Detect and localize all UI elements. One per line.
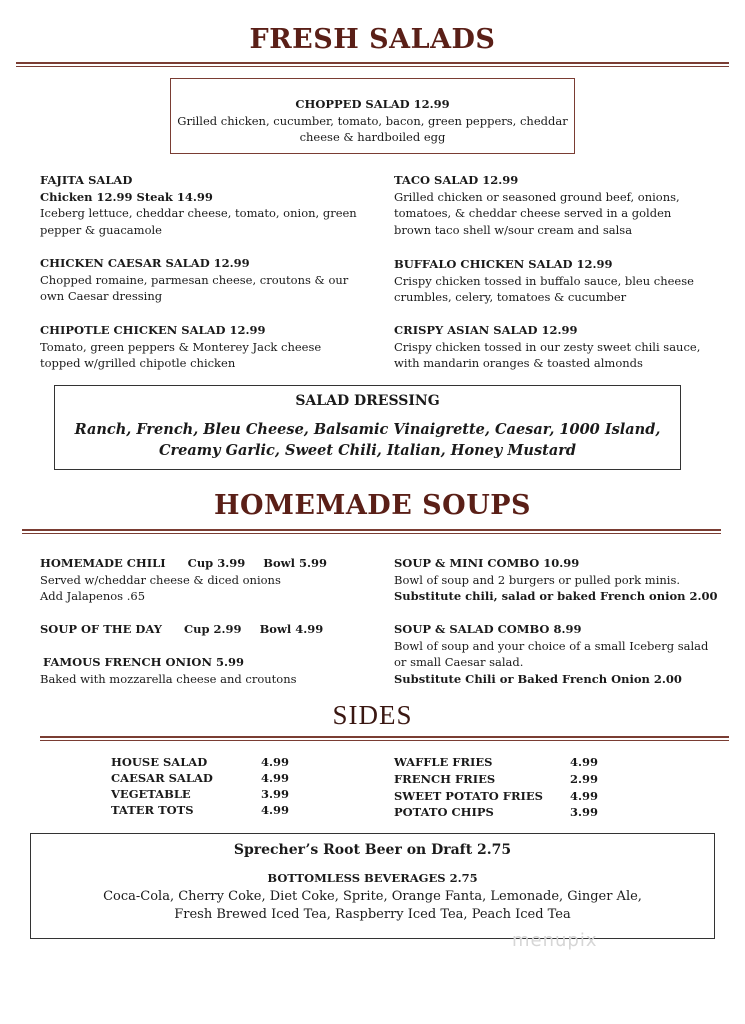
salad-dressing-line2: Creamy Garlic, Sweet Chili, Italian, Honey Mustard <box>159 442 576 459</box>
salads-rule-thin <box>16 66 729 67</box>
fajita-salad-desc1: Iceberg lettuce, cheddar cheese, tomato, onion, green <box>40 206 357 220</box>
chipotle-chicken-salad-desc1: Tomato, green peppers & Monterey Jack cheese <box>40 339 322 354</box>
famous-french-onion <box>40 654 297 687</box>
buffalo-chicken-salad-desc1: Crispy chicken tossed in buffalo sauce, bleu cheese <box>394 273 694 288</box>
beverages-box <box>30 833 715 939</box>
side-item-name: VEGETABLE <box>111 787 191 801</box>
root-beer-draft: Sprecher’s Root Beer on Draft 2.75 <box>233 842 512 858</box>
soup-salad-combo <box>394 621 708 687</box>
side-item-price: 4.99 <box>261 755 290 769</box>
soups-title: HOMEMADE SOUPS <box>213 490 532 521</box>
homemade-chili-name: HOMEMADE CHILI <box>40 556 166 570</box>
bottomless-beverages-line2: Fresh Brewed Iced Tea, Raspberry Iced Tea, Peach Iced Tea <box>174 907 571 922</box>
homemade-chili-cup: Cup 3.99 <box>187 556 246 570</box>
soup-of-the-day <box>40 621 323 638</box>
homemade-chili-desc2: Add Jalapenos .65 <box>40 589 146 603</box>
sides-rule-thin <box>40 740 729 741</box>
soup-mini-combo-desc2: Substitute chili, salad or baked French onion 2.00 <box>394 589 718 603</box>
salads-title: FRESH SALADS <box>249 24 496 55</box>
side-item-price: 4.99 <box>570 789 599 803</box>
taco-salad-desc2: tomatoes, & cheddar cheese served in a golden <box>394 206 672 220</box>
side-item-name: HOUSE SALAD <box>111 755 208 769</box>
soup-mini-combo-desc1: Bowl of soup and 2 burgers or pulled pork minis. <box>394 572 681 587</box>
crispy-asian-salad <box>394 322 700 372</box>
side-item-name: SWEET POTATO FRIES <box>394 789 543 803</box>
side-item-price: 3.99 <box>570 805 599 819</box>
side-item-price: 4.99 <box>570 755 599 769</box>
chopped-salad-desc1: Grilled chicken, cucumber, tomato, bacon, green peppers, cheddar <box>177 113 568 128</box>
side-item-price: 3.99 <box>261 787 290 801</box>
chipotle-chicken-salad-desc2: topped w/grilled chipotle chicken <box>40 356 236 370</box>
chicken-caesar-salad <box>40 255 348 305</box>
side-item-price: 4.99 <box>261 803 290 817</box>
bottomless-beverages-title: BOTTOMLESS BEVERAGES 2.75 <box>267 871 478 885</box>
fajita-salad-name: FAJITA SALAD <box>40 173 133 187</box>
chicken-caesar-salad-name: CHICKEN CAESAR SALAD 12.99 <box>40 256 250 270</box>
soup-of-the-day-bowl: Bowl 4.99 <box>259 622 324 636</box>
salad-dressing-box <box>54 385 681 470</box>
homemade-chili <box>40 555 327 605</box>
homemade-chili-bowl: Bowl 5.99 <box>263 556 327 570</box>
taco-salad-name: TACO SALAD 12.99 <box>394 173 519 187</box>
chopped-salad-name: CHOPPED SALAD 12.99 <box>295 97 450 111</box>
side-item-name: POTATO CHIPS <box>394 805 494 819</box>
soups-rule-thin <box>22 533 721 534</box>
salads-rule <box>16 62 729 64</box>
chopped-salad-desc2: cheese & hardboiled egg <box>299 130 446 144</box>
soup-salad-combo-desc1: Bowl of soup and your choice of a small Iceberg salad <box>394 638 709 653</box>
side-item-name: TATER TOTS <box>111 803 194 817</box>
famous-french-onion-desc: Baked with mozzarella cheese and croutons <box>40 671 297 686</box>
soup-salad-combo-name: SOUP & SALAD COMBO 8.99 <box>394 622 582 636</box>
salad-dressing-title: SALAD DRESSING <box>295 393 440 409</box>
soup-mini-combo-name: SOUP & MINI COMBO 10.99 <box>394 556 580 570</box>
sides-rule <box>40 736 729 738</box>
homemade-chili-desc1: Served w/cheddar cheese & diced onions <box>40 572 281 587</box>
soup-salad-combo-desc2: or small Caesar salad. <box>394 655 524 669</box>
bottomless-beverages-line1: Coca-Cola, Cherry Coke, Diet Coke, Sprite, Orange Fanta, Lemonade, Ginger Ale, <box>103 889 642 904</box>
fajita-salad-desc2: pepper & guacamole <box>40 222 162 237</box>
side-item-name: CAESAR SALAD <box>111 771 213 785</box>
famous-french-onion-name: FAMOUS FRENCH ONION 5.99 <box>43 655 244 669</box>
chicken-caesar-salad-desc2: own Caesar dressing <box>40 289 163 303</box>
chipotle-chicken-salad-name: CHIPOTLE CHICKEN SALAD 12.99 <box>40 323 266 337</box>
buffalo-chicken-salad <box>394 256 694 306</box>
fajita-salad <box>40 172 357 238</box>
buffalo-chicken-salad-desc2: crumbles, celery, tomatoes & cucumber <box>394 290 627 304</box>
taco-salad <box>394 172 680 238</box>
crispy-asian-salad-name: CRISPY ASIAN SALAD 12.99 <box>394 323 578 337</box>
soup-of-the-day-cup: Cup 2.99 <box>183 622 242 636</box>
fajita-salad-prices: Chicken 12.99 Steak 14.99 <box>40 189 213 204</box>
soups-rule <box>22 529 721 531</box>
soup-of-the-day-name: SOUP OF THE DAY <box>40 622 162 636</box>
side-item-price: 4.99 <box>261 771 290 785</box>
crispy-asian-salad-desc1: Crispy chicken tossed in our zesty sweet chili sauce, <box>394 339 701 354</box>
buffalo-chicken-salad-name: BUFFALO CHICKEN SALAD 12.99 <box>394 257 613 271</box>
salad-dressing-line1: Ranch, French, Bleu Cheese, Balsamic Vinaigrette, Caesar, 1000 Island, <box>74 421 661 438</box>
side-item-price: 2.99 <box>570 772 599 786</box>
watermark-logo: menupix <box>512 930 598 951</box>
sides-title: SIDES <box>332 700 413 730</box>
taco-salad-desc3: brown taco shell w/sour cream and salsa <box>394 222 633 237</box>
chopped-salad-box <box>170 78 575 154</box>
crispy-asian-salad-desc2: with mandarin oranges & toasted almonds <box>394 356 643 370</box>
soup-salad-combo-desc3: Substitute Chili or Baked French Onion 2.00 <box>394 671 682 686</box>
taco-salad-desc1: Grilled chicken or seasoned ground beef, onions, <box>394 189 680 204</box>
chipotle-chicken-salad <box>40 322 321 372</box>
side-item-name: WAFFLE FRIES <box>394 755 493 769</box>
chicken-caesar-salad-desc1: Chopped romaine, parmesan cheese, croutons & our <box>40 272 349 287</box>
soup-mini-combo <box>394 555 718 605</box>
side-item-name: FRENCH FRIES <box>394 772 496 786</box>
